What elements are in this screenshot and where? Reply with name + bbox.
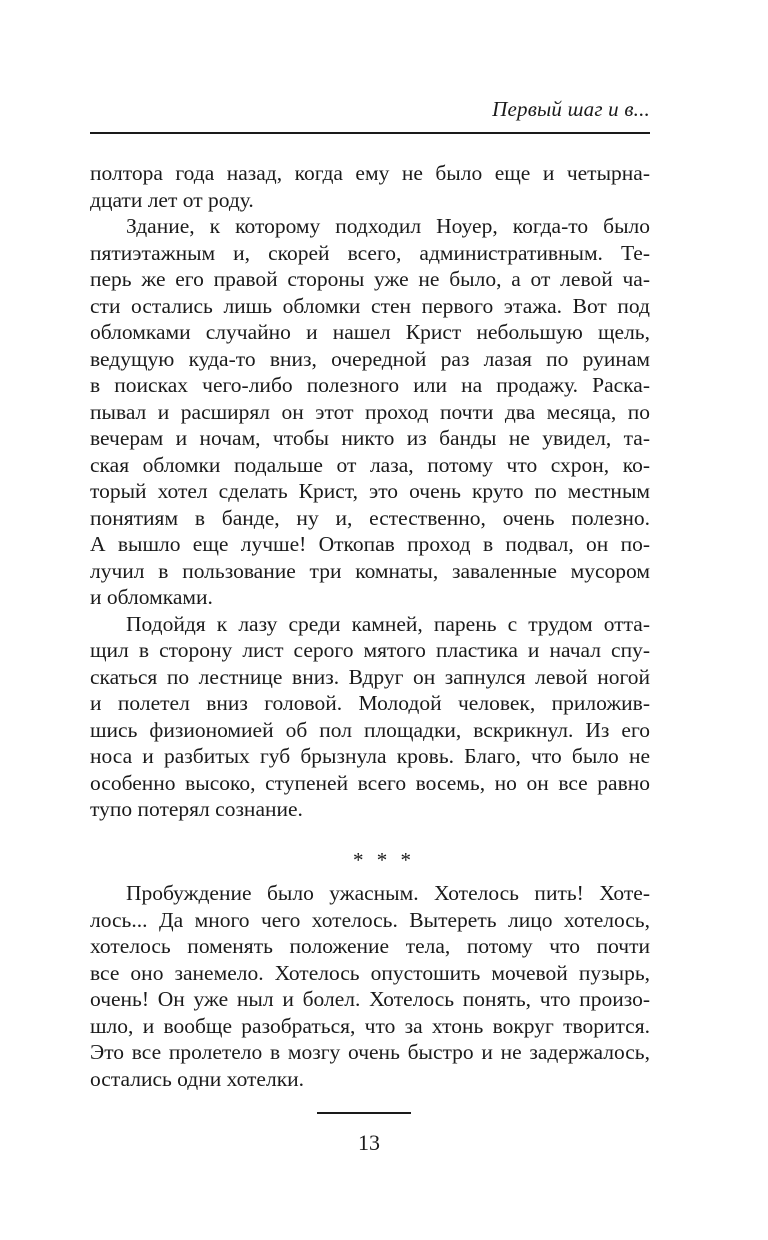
text-line: сти остались лишь обломки стен первого этажа. Вот под (90, 293, 650, 318)
text-line: перь же его правой стороны уже не было, а от левой ча- (90, 267, 650, 291)
text-line: все оно занемело. Хотелось опустошить мочевой пузырь, (90, 960, 650, 985)
text-line: дцати лет от роду. (90, 187, 254, 212)
text-line: торый хотел сделать Крист, это очень круто по местным (90, 479, 650, 503)
text-line: Здание, к которому подходил Ноуер, когда-то было (126, 214, 650, 238)
text-line: вечерам и ночам, чтобы никто из банды не увидел, та- (90, 426, 650, 450)
text-line: Это все пролетело в мозгу очень быстро и не задержалось, (90, 1040, 650, 1064)
text-line: шись физиономией об пол площадки, вскрикнул. Из его (90, 717, 650, 742)
text-line: полтора года назад, когда ему не было еще и четырна- (90, 161, 650, 185)
text-line: шло, и вообще разобраться, что за хтонь вокруг творится. (90, 1013, 650, 1038)
text-line: особенно высоко, ступеней всего восемь, но он все равно (90, 770, 650, 795)
text-line: и полетел вниз головой. Молодой человек, приложив- (90, 691, 650, 715)
page-number: 13 (358, 1130, 380, 1155)
footer-rule (317, 1112, 411, 1114)
text-line: понятиям в банде, ну и, естественно, очень полезно. (90, 505, 650, 530)
running-title: Первый шаг и в... (492, 97, 650, 121)
header-rule (90, 132, 650, 134)
text-line: Пробуждение было ужасным. Хотелось пить! Хоте- (126, 881, 650, 905)
text-line: Подойдя к лазу среди камней, парень с трудом отта- (126, 611, 650, 636)
text-block-1 (90, 160, 650, 823)
text-line: ведущую куда-то вниз, очередной раз лазая по руинам (90, 346, 650, 371)
text-line: хотелось поменять положение тела, потому что почти (90, 934, 650, 958)
text-line: очень! Он уже ныл и болел. Хотелось понять, что произо- (90, 987, 650, 1011)
text-line: скаться по лестнице вниз. Вдруг он запнулся левой ногой (90, 664, 650, 689)
text-line: А вышло еще лучше! Откопав проход в подвал, он по- (90, 532, 650, 556)
text-line: остались одни хотелки. (90, 1066, 305, 1091)
text-line: тупо потерял сознание. (90, 797, 303, 821)
text-line: лось... Да много чего хотелось. Вытереть лицо хотелось, (90, 907, 650, 932)
text-line: пятиэтажным и, скорей всего, административным. Те- (90, 240, 650, 265)
text-line: в поисках чего-либо полезного или на продажу. Раска- (90, 373, 650, 397)
text-line: пывал и расширял он этот проход почти два месяца, по (90, 399, 650, 424)
text-line: носа и разбитых губ брызнула кровь. Благо, что было не (90, 744, 650, 768)
text-line: и обломками. (90, 585, 213, 609)
section-separator: * * * (353, 848, 415, 872)
text-line: обломками случайно и нашел Крист небольшую щель, (90, 320, 650, 344)
text-line: лучил в пользование три комнаты, заваленные мусором (90, 558, 650, 583)
text-line: щил в сторону лист серого мятого пластика и начал спу- (90, 638, 650, 662)
text-line: ская обломки подальше от лаза, потому что схрон, ко- (90, 452, 650, 477)
text-block-2 (90, 880, 650, 1092)
